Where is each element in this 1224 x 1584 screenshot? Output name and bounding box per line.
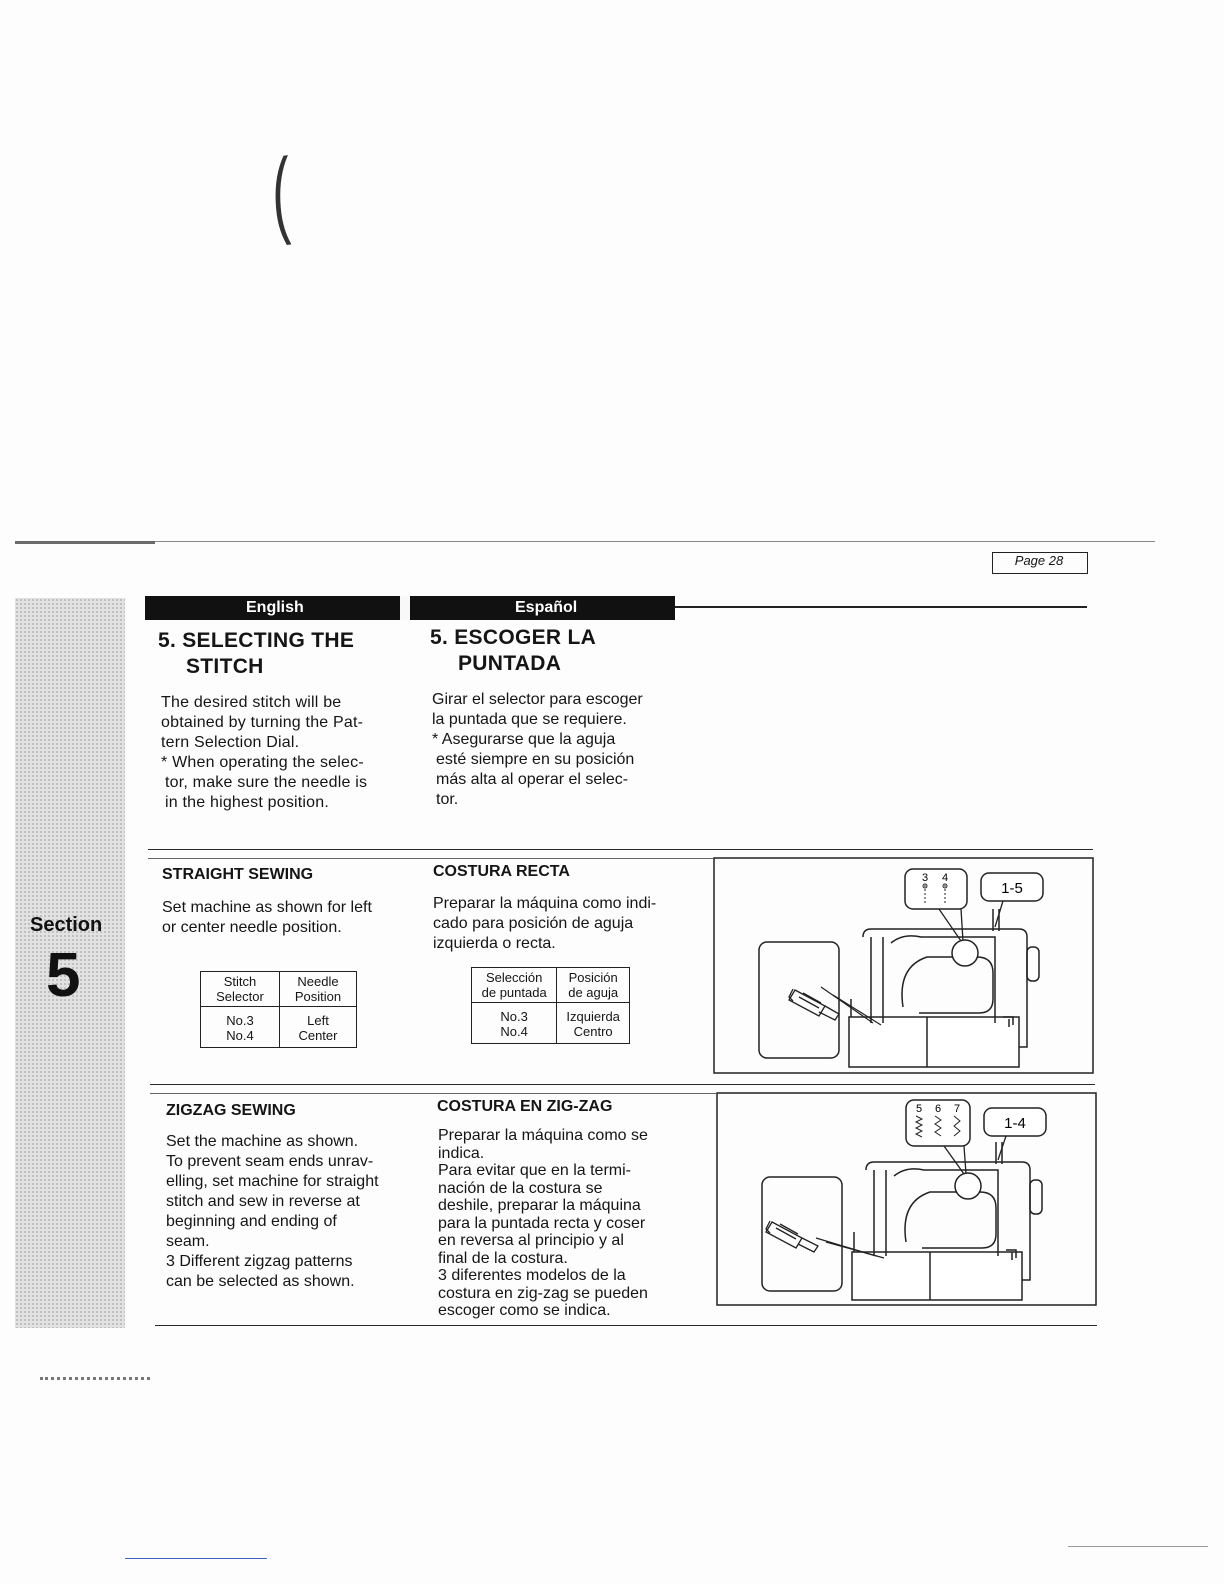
text-line: cado para posición de aguja <box>433 915 634 932</box>
cell-line: Center <box>298 1028 338 1043</box>
cell-line: No.4 <box>500 1024 528 1039</box>
language-label-spanish: Español <box>515 599 578 616</box>
text-line: Preparar la máquina como se <box>438 1127 648 1144</box>
table-cell <box>279 1007 356 1048</box>
table-cell <box>472 1003 557 1044</box>
section-number: 5 <box>46 941 81 1010</box>
text-line: tor. <box>436 791 459 808</box>
table-cell <box>201 1007 280 1048</box>
language-bar-divider <box>400 596 410 620</box>
stitch-length-setting: 1-5 <box>1001 880 1023 897</box>
costura-zigzag-title: COSTURA EN ZIG-ZAG <box>437 1098 613 1115</box>
dial-number: 3 <box>921 872 929 884</box>
text-line: final de la costura. <box>438 1249 568 1267</box>
text-line: más alta al operar el selec- <box>436 771 629 788</box>
dial-number: 6 <box>934 1103 942 1115</box>
costura-recta-title: COSTURA RECTA <box>433 863 570 880</box>
heading-line: 5. SELECTING THE <box>158 629 355 652</box>
header-line: Posición <box>568 970 618 985</box>
cell-line: No.4 <box>226 1028 254 1043</box>
text-line: beginning and ending of <box>166 1213 337 1230</box>
text-line: escoger como se indica. <box>438 1302 611 1319</box>
cell-line: Centro <box>573 1024 613 1039</box>
pattern-window <box>905 869 967 909</box>
text-line: in the highest position. <box>165 794 330 811</box>
stitch-table-english <box>200 971 357 1048</box>
cell-line: No.3 <box>226 1013 254 1028</box>
text-line: stitch and sew in reverse at <box>166 1193 360 1210</box>
header-line: Selección <box>485 970 543 985</box>
section-rule <box>150 1084 1095 1085</box>
costura-zigzag-text <box>438 1127 688 1320</box>
footer-line <box>125 1558 267 1559</box>
header-line: de puntada <box>481 985 547 1000</box>
sewing-machine-icon <box>816 1142 1042 1300</box>
text-line: The desired stitch will be <box>161 694 342 711</box>
text-line: or center needle position. <box>162 919 342 936</box>
text-line: Set machine as shown for left <box>162 899 372 916</box>
table-row <box>201 1007 357 1048</box>
table-header-cell <box>557 968 630 1003</box>
section-label: Section <box>30 914 103 936</box>
cell-line: Left <box>307 1013 329 1028</box>
language-label-english: English <box>246 599 304 616</box>
text-line: * Asegurarse que la aguja <box>432 731 616 748</box>
table-header-cell <box>201 972 280 1007</box>
header-line: Needle <box>297 974 339 989</box>
intro-spanish <box>432 690 677 810</box>
section-rule <box>148 849 1093 850</box>
table-header-cell <box>279 972 356 1007</box>
dial-number: 4 <box>941 872 949 884</box>
text-line: tern Selection Dial. <box>161 734 300 751</box>
scan-rule <box>15 541 1155 542</box>
intro-english <box>161 693 401 813</box>
heading-line: 5. ESCOGER LA <box>430 626 597 649</box>
language-bar <box>145 596 675 620</box>
section-rule-thin <box>150 1093 716 1094</box>
pattern-dial-icon <box>955 1173 981 1199</box>
scan-rule-dark <box>15 541 155 544</box>
text-line: esté siempre en su posición <box>436 751 635 768</box>
text-line: elling, set machine for straight <box>166 1173 379 1190</box>
scan-dash <box>40 1377 150 1380</box>
header-line: Selector <box>216 989 264 1004</box>
heading-english <box>158 628 398 680</box>
table-cell <box>557 1003 630 1044</box>
heading-line: STITCH <box>186 655 264 678</box>
text-line: nación de la costura se <box>438 1179 603 1197</box>
text-line: tor, make sure the needle is <box>165 774 368 791</box>
dial-number: 7 <box>953 1103 961 1115</box>
text-line: seam. <box>166 1233 210 1250</box>
text-line: en reversa al principio y al <box>438 1232 624 1249</box>
text-line: 3 diferentes modelos de la <box>438 1267 626 1284</box>
text-line: Para evitar que en la termi- <box>438 1162 631 1179</box>
zigzag-sewing-title: ZIGZAG SEWING <box>166 1102 296 1119</box>
header-line: de aguja <box>568 985 619 1000</box>
text-line: la puntada que se requiere. <box>432 711 627 728</box>
text-line: deshile, preparar la máquina <box>438 1197 641 1214</box>
cell-line: No.3 <box>500 1009 528 1024</box>
text-line: * When operating the selec- <box>161 754 364 771</box>
footer-line-right <box>1068 1546 1208 1547</box>
table-header-row <box>201 972 357 1007</box>
table-row <box>472 1003 630 1044</box>
text-line: can be selected as shown. <box>166 1273 355 1290</box>
text-line: Set the machine as shown. <box>166 1133 359 1150</box>
heading-line: PUNTADA <box>458 652 562 675</box>
header-line: Stitch <box>223 974 257 989</box>
zigzag-sewing-figure <box>716 1092 1097 1306</box>
table-header-cell <box>472 968 557 1003</box>
text-line: Girar el selector para escoger <box>432 691 643 708</box>
text-line: Preparar la máquina como indi- <box>433 895 657 912</box>
zigzag-sewing-text <box>166 1132 411 1292</box>
pattern-dial-icon <box>952 940 978 966</box>
stitch-length-setting: 1-4 <box>1004 1115 1026 1132</box>
zigzag-foot-icon <box>766 1221 818 1252</box>
scan-mark: ( <box>270 138 292 248</box>
cell-line: Izquierda <box>566 1009 620 1024</box>
stitch-table-spanish <box>471 967 630 1044</box>
table-header-row <box>472 968 630 1003</box>
straight-sewing-figure <box>713 857 1094 1074</box>
text-line: izquierda o recta. <box>433 935 556 952</box>
text-line: 3 Different zigzag patterns <box>166 1253 353 1270</box>
straight-sewing-title: STRAIGHT SEWING <box>162 866 314 883</box>
dial-number: 5 <box>915 1103 923 1115</box>
sewing-machine-icon <box>821 909 1039 1067</box>
text-line: To prevent seam ends unrav- <box>166 1153 374 1170</box>
text-line: obtained by turning the Pat- <box>161 714 364 731</box>
header-line: Position <box>294 989 342 1004</box>
section-rule-thin <box>148 858 713 859</box>
text-line: costura en zig-zag se pueden <box>438 1284 648 1302</box>
heading-spanish <box>430 625 670 677</box>
page-number: Page 28 <box>1014 553 1064 568</box>
text-line: para la puntada recta y coser <box>438 1214 646 1232</box>
text-line: indica. <box>438 1144 485 1162</box>
section-rule <box>155 1325 1097 1326</box>
costura-recta-text <box>433 894 683 954</box>
straight-sewing-text <box>162 898 412 938</box>
language-bar-rule <box>675 606 1087 608</box>
